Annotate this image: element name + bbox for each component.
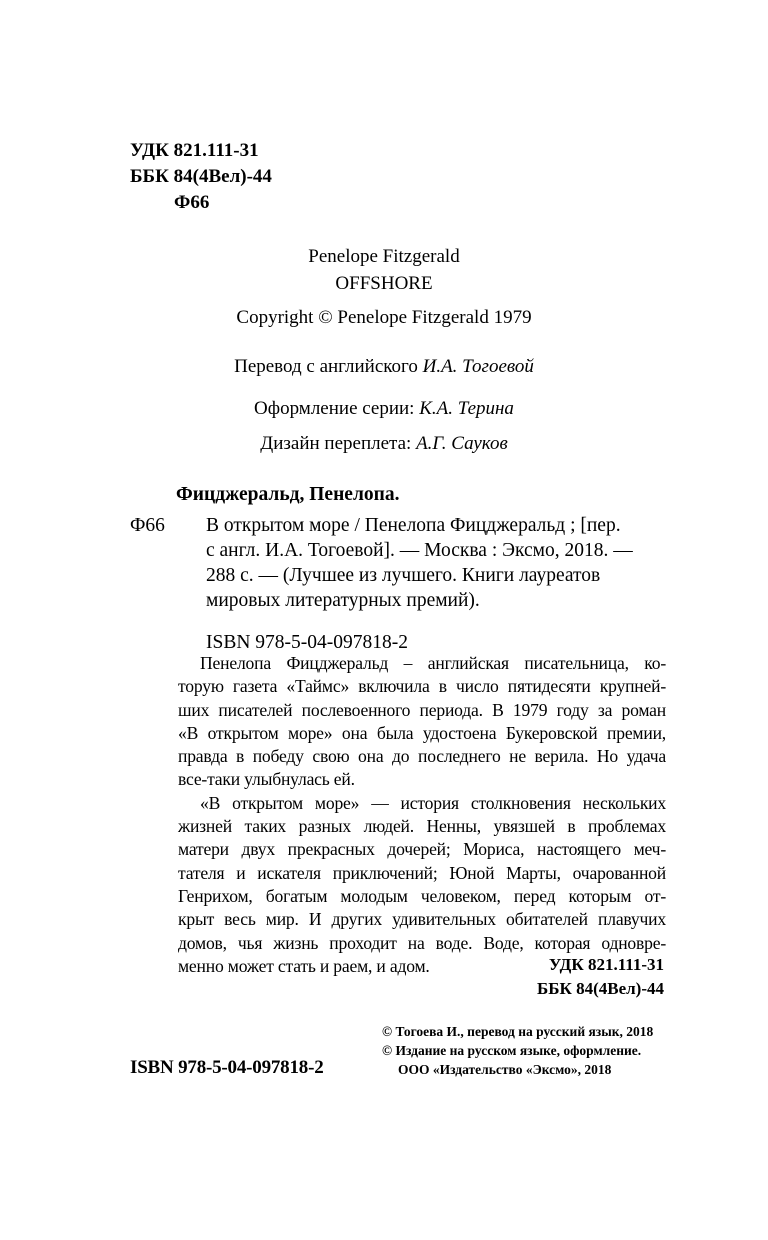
annotation-line: торую газета «Таймс» включила в число пятидесяти крупней- [178,676,666,697]
catalog-author-mark: Ф66 [130,515,165,536]
udk-code: УДК 821.111-31 [130,140,259,161]
annotation [178,652,666,978]
cover-design-credit [0,433,768,455]
original-author: Penelope Fitzgerald [308,246,460,267]
bbk-code: ББК 84(4Вел)-44 [130,166,272,187]
annotation-line: менно может стать и раем, и адом. [178,955,430,976]
catalog-author-heading: Фицджеральд, Пенелопа. [176,484,400,505]
cover-design-label: Дизайн переплета: [260,433,412,454]
annotation-line: «В открытом море» — история столкновения нескольких [200,792,666,813]
annotation-paragraph-1 [178,652,666,792]
catalog-entry-first [130,513,666,538]
copyright-notice [382,1022,653,1079]
original-copyright: Copyright © Penelope Fitzgerald 1979 [236,307,532,328]
copyright-edition: © Издание на русском языке, оформление. [382,1043,642,1058]
annotation-line: матери двух прекрасных дочерей; Мориса, настоящего меч- [178,839,666,860]
catalog-line: мировых литературных премий). [206,590,480,611]
isbn-bottom: ISBN 978-5-04-097818-2 [130,1057,324,1078]
annotation-line: Генрихом, богатым молодым человеком, перед которым от- [178,885,666,906]
original-title: OFFSHORE [335,273,433,294]
series-design-credit [0,398,768,420]
udk-code-bottom: УДК 821.111-31 [548,955,664,974]
annotation-line: Пенелопа Фицджеральд – английская писательница, ко- [200,653,666,673]
annotation-paragraph-2 [178,792,666,978]
catalog-line: с англ. И.А. Тогоевой]. — Москва : Эксмо, 2018. — [206,540,633,561]
annotation-line: все-таки улыбнулась ей. [178,769,355,790]
annotation-line: тателя и искателя приключений; Юной Марты, очарованной [178,862,666,883]
bbk-code-bottom: ББК 84(4Вел)-44 [537,979,664,998]
series-design-label: Оформление серии: [254,398,415,419]
copyright-publisher: ООО «Издательство «Эксмо», 2018 [398,1062,612,1077]
translation-label: Перевод с английского [234,356,418,377]
catalog-isbn: ISBN 978-5-04-097818-2 [206,632,409,653]
annotation-line: правда в победу свою она до последнего не верила. Но удача [178,746,666,767]
classification-codes [130,138,272,216]
translation-credit [0,356,768,378]
annotation-line: ших писателей послевоенного периода. В 1979 году за роман [178,699,666,720]
author-mark: Ф66 [174,192,210,213]
translator-name: И.А. Тогоевой [422,356,534,377]
annotation-line: крыт весь мир. И других удивительных обитателей плавучих [178,909,666,930]
catalog-line: В открытом море / Пенелопа Фицджеральд ; [пер. [206,515,621,536]
cover-designer-name: А.Г. Сауков [416,433,508,454]
annotation-line: «В открытом море» она была удостоена Букеровской премии, [178,722,666,743]
series-designer-name: К.А. Терина [419,398,514,419]
catalog-record [130,482,666,655]
classification-codes-bottom [537,953,664,1001]
annotation-line: жизней таких разных людей. Ненны, увязшей в проблемах [178,816,666,837]
copyright-translation: © Тогоева И., перевод на русский язык, 2018 [382,1024,654,1039]
annotation-line: домов, чья жизнь проходит на воде. Воде, которая одновре- [178,932,666,953]
catalog-line: 288 с. — (Лучшее из лучшего. Книги лауреатов [206,565,601,586]
